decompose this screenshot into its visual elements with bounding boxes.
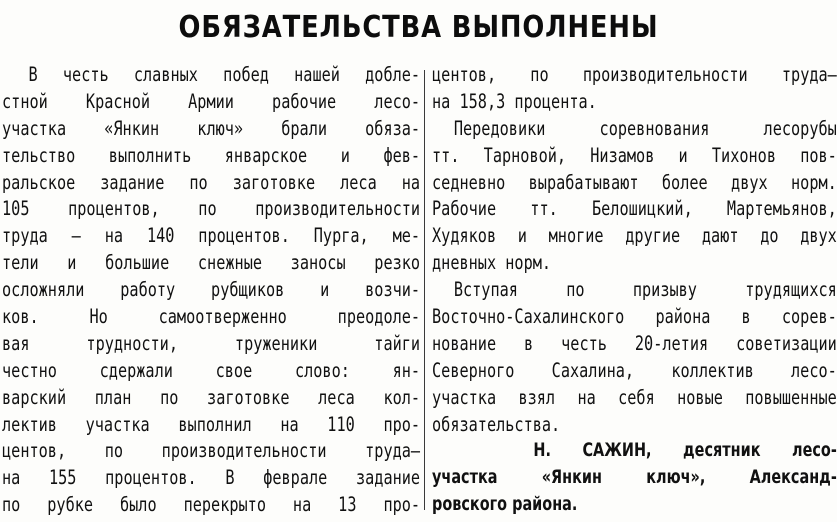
- text-line: центов, по производительности труда—: [432, 63, 837, 86]
- left-column: [2, 62, 420, 519]
- text-line: Восточно-Сахалинского района в сорев-: [432, 305, 837, 329]
- text-line: Худяков и многие другие дают до двух: [432, 224, 837, 248]
- article-headline: ОБЯЗАТЕЛЬСТВА ВЫПОЛНЕНЫ: [178, 10, 659, 45]
- text-line: по рубке было перекрыто на 13 про-: [2, 493, 421, 517]
- signature-line: Н. САЖИН, десятник лесо-: [533, 440, 837, 462]
- signature-line: ровского района.: [432, 494, 578, 516]
- right-column: [432, 62, 837, 519]
- text-line: честно сдержали свое слово: ян-: [2, 358, 421, 382]
- text-line: на 158,3 процента.: [432, 89, 597, 113]
- text-line: варский план по заготовке леса кол-: [2, 385, 421, 409]
- text-line: Вступая по призыву трудящихся: [453, 278, 837, 302]
- text-line: седневно вырабатывают более двух норм.: [432, 170, 837, 194]
- text-line: нование в честь 20-летия советизации: [432, 331, 837, 355]
- text-line: участка «Янкин ключ» брали обяза-: [2, 116, 421, 140]
- text-line: стной Красной Армии рабочие лесо-: [2, 89, 421, 113]
- text-line: Северного Сахалина, коллектив лесо-: [432, 358, 837, 382]
- text-line: центов, по производительности труда—: [2, 439, 421, 463]
- text-line: Передовики соревнования лесорубы: [453, 116, 837, 140]
- text-line: ральское задание по заготовке леса на: [2, 170, 421, 194]
- text-line: участка взял на себя новые повышенные: [432, 385, 837, 409]
- text-line: тт. Тарновой, Низамов и Тихонов пов-: [432, 143, 837, 167]
- text-line: дневных норм.: [432, 251, 552, 275]
- text-line: осложняли работу рубщиков и возчи-: [2, 278, 421, 302]
- text-line: обязательства.: [432, 412, 561, 436]
- text-line: лектив участка выполнил на 110 про-: [2, 412, 421, 436]
- text-line: вая трудности, труженики тайги: [2, 331, 421, 355]
- text-line: тельство выполнить январское и фев-: [2, 143, 421, 167]
- text-line: Рабочие тт. Белошицкий, Мартемьянов,: [432, 197, 837, 221]
- column-divider: [424, 70, 425, 510]
- text-line: на 155 процентов. В феврале задание: [2, 466, 421, 490]
- text-line: 105 процентов, по производительности: [2, 197, 421, 221]
- text-line: ков. Но самоотверженно преодоле-: [2, 305, 421, 329]
- signature-line: участка «Янкин ключ», Александ-: [432, 467, 837, 489]
- text-line: В честь славных побед нашей добле-: [28, 63, 421, 86]
- text-line: труда — на 140 процентов. Пурга, ме-: [2, 224, 421, 248]
- text-line: тели и большие снежные заносы резко: [2, 251, 421, 275]
